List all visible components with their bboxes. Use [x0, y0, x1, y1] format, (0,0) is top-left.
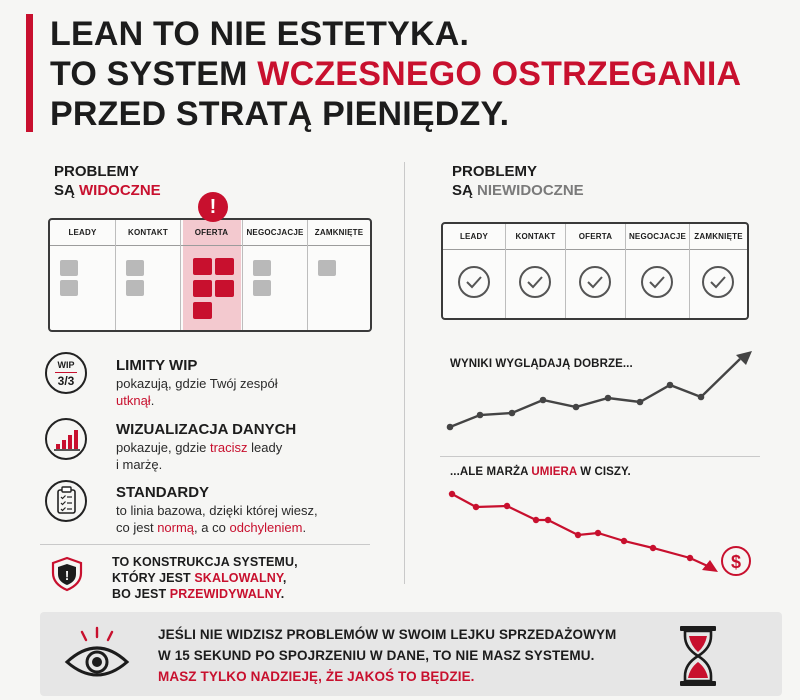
bottom-banner [40, 612, 782, 696]
kanban-card-overloaded [215, 258, 234, 275]
trend-down-chart [440, 484, 770, 579]
kanban-card [60, 280, 78, 296]
center-divider [404, 162, 405, 584]
kanban-column-zamkniete: ZAMKNIĘTE [307, 220, 370, 330]
right-divider [440, 456, 760, 457]
checkmarks [443, 224, 747, 318]
checkmark-icon [588, 277, 602, 287]
kanban-card-overloaded [193, 302, 212, 319]
section-divider [40, 544, 370, 545]
feature-title-data: WIZUALIZACJA DANYCH [116, 421, 297, 438]
kanban-column-negocjacje: NEGOCJACJE [242, 220, 307, 330]
feature-text-standards: to linia bazowa, dzięki której wiesz, co jest normą, a co odchyleniem. [116, 503, 318, 535]
kanban-card-overloaded [193, 280, 212, 297]
kanban-column-leady: LEADY [443, 224, 505, 318]
check-circle-icon [520, 267, 550, 297]
svg-text:!: ! [64, 568, 70, 583]
kanban-card [253, 260, 271, 276]
accent-bar [26, 14, 33, 132]
kanban-column-kontakt: KONTAKT [115, 220, 180, 330]
feature-text-data: pokazuje, gdzie tracisz leady i marżę. [116, 440, 283, 472]
kanban-card [126, 260, 144, 276]
headline [26, 14, 786, 132]
kanban-card [126, 280, 144, 296]
headline-line-1: LEAN TO NIE ESTETYKA. [50, 15, 470, 53]
headline-line-3: PRZED STRATĄ PIENIĘDZY. [50, 95, 510, 133]
feature-title-wip: LIMITY WIP [116, 357, 198, 374]
bar-chart-icon [45, 418, 87, 460]
kanban-column-leady: LEADY [50, 220, 115, 330]
kanban-column-zamkniete: ZAMKNIĘTE [689, 224, 747, 318]
chart-up-label: WYNIKI WYGLĄDAJĄ DOBRZE... [450, 358, 633, 370]
chart-down-label: ...ALE MARŻA UMIERA W CISZY. [450, 466, 631, 478]
alert-icon: ! [198, 192, 228, 222]
checkmark-icon [528, 277, 542, 287]
check-circle-icon [580, 267, 610, 297]
feature-title-standards: STANDARDY [116, 484, 210, 501]
kanban-board-hidden [441, 222, 749, 320]
hourglass-icon [676, 624, 720, 690]
check-circle-icon [459, 267, 489, 297]
feature-text-wip: pokazują, gdzie Twój zespół utknął. [116, 376, 278, 408]
check-circle-icon [642, 267, 672, 297]
trend-up-chart [440, 345, 760, 440]
right-section-label: PROBLEMY SĄ NIEWIDOCZNE [452, 163, 584, 199]
check-circle-icon [703, 267, 733, 297]
checkmark-icon [467, 277, 481, 287]
kanban-column-kontakt: KONTAKT [505, 224, 565, 318]
left-section-label: PROBLEMY SĄ WIDOCZNE [54, 163, 161, 199]
kanban-board-visible [48, 218, 372, 332]
kanban-column-oferta: OFERTA [565, 224, 625, 318]
checkmark-icon [650, 277, 664, 287]
kanban-card [253, 280, 271, 296]
wip-limit-icon: WIP 3/3 [45, 352, 87, 394]
kanban-column-negocjacje: NEGOCJACJE [625, 224, 689, 318]
banner-text: JEŚLI NIE WIDZISZ PROBLEMÓW W SWOIM LEJKU SPRZEDAŻOWYM W 15 SEKUND PO SPOJRZENIU W DANE, TO NIE MASZ SYSTEMU. MASZ TYLKO NADZIEJĘ, ŻE JAKOŚ TO BĘDZIE. [158, 627, 617, 684]
svg-text:$: $ [730, 552, 742, 572]
kanban-card-overloaded [193, 258, 212, 275]
checkmark-icon [711, 277, 725, 287]
kanban-card [60, 260, 78, 276]
kanban-card-overloaded [215, 280, 234, 297]
clipboard-checklist-icon [45, 480, 87, 522]
kanban-card [318, 260, 336, 276]
system-statement: TO KONSTRUKCJA SYSTEMU, KTÓRY JEST SKALOWALNY, BO JEST PRZEWIDYWALNY. [112, 555, 298, 601]
kanban-column-oferta: OFERTA [180, 220, 242, 330]
eye-icon [62, 624, 132, 688]
headline-line-2: TO SYSTEM WCZESNEGO OSTRZEGANIA [50, 55, 742, 93]
shield-alert-icon [50, 556, 84, 592]
